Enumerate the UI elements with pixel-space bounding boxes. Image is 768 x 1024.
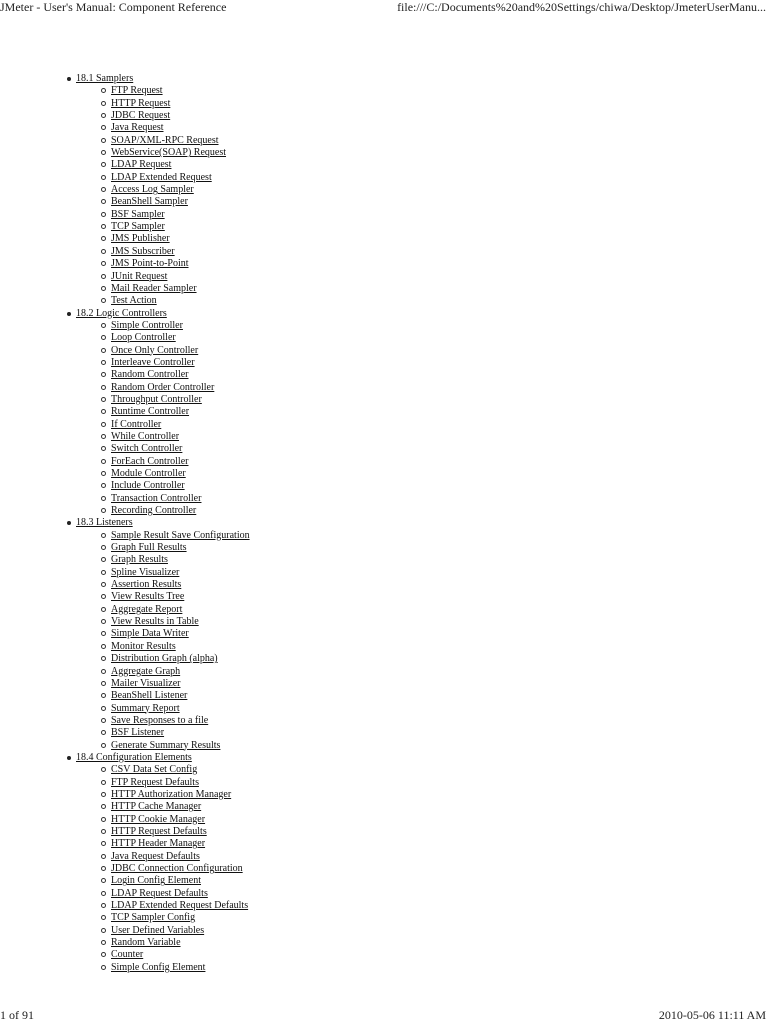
toc-item-link[interactable]: BeanShell Sampler <box>111 196 188 208</box>
toc-item-link[interactable]: Login Config Element <box>111 875 201 887</box>
toc-item-link[interactable]: Transaction Controller <box>111 492 202 504</box>
toc-item <box>100 110 250 122</box>
toc-item <box>100 98 250 110</box>
toc-item <box>100 554 250 566</box>
page-number: 1 of 91 <box>0 1008 34 1022</box>
toc-item <box>100 591 250 603</box>
toc-item-link[interactable]: JMS Point-to-Point <box>111 258 189 270</box>
toc-item-link[interactable]: CSV Data Set Config <box>111 764 198 776</box>
toc-item <box>100 431 250 443</box>
toc-item-link[interactable]: FTP Request Defaults <box>111 776 199 788</box>
toc-item-link[interactable]: Counter <box>111 949 144 961</box>
toc-item <box>100 814 250 826</box>
toc-section <box>66 752 250 974</box>
toc-section <box>66 73 250 308</box>
toc-item <box>100 369 250 381</box>
toc-item-link[interactable]: Assertion Results <box>111 579 182 591</box>
toc-item <box>100 875 250 887</box>
toc-item <box>100 727 250 739</box>
toc-item <box>100 283 250 295</box>
toc-item <box>100 628 250 640</box>
toc-item-link[interactable]: Graph Results <box>111 554 168 566</box>
toc-item <box>100 789 250 801</box>
toc-item <box>100 801 250 813</box>
toc-item-link[interactable]: HTTP Cookie Manager <box>111 813 206 825</box>
toc-item-link[interactable]: BeanShell Listener <box>111 690 188 702</box>
toc-item <box>100 406 250 418</box>
toc-item <box>100 209 250 221</box>
toc-item <box>100 271 250 283</box>
toc-item <box>100 332 250 344</box>
toc-section-link[interactable]: 18.2 Logic Controllers <box>76 307 167 319</box>
toc-item-link[interactable]: BSF Sampler <box>111 208 165 220</box>
toc-item <box>100 641 250 653</box>
toc-item-link[interactable]: Summary Report <box>111 702 180 714</box>
toc-item <box>100 394 250 406</box>
toc-item <box>100 542 250 554</box>
toc-item-link[interactable]: Simple Data Writer <box>111 628 189 640</box>
toc-item-link[interactable]: Simple Controller <box>111 319 183 331</box>
toc-item-link[interactable]: Switch Controller <box>111 443 183 455</box>
toc-item <box>100 690 250 702</box>
toc-item-link[interactable]: User Defined Variables <box>111 924 205 936</box>
toc-item <box>100 345 250 357</box>
toc-item <box>100 320 250 332</box>
toc-item-link[interactable]: BSF Listener <box>111 727 165 739</box>
toc-item-link[interactable]: SOAP/XML-RPC Request <box>111 134 219 146</box>
toc-item-link[interactable]: Spline Visualizer <box>111 566 180 578</box>
toc-section-link[interactable]: 18.3 Listeners <box>76 517 133 529</box>
toc-item <box>100 246 250 258</box>
toc-item-link[interactable]: Include Controller <box>111 480 185 492</box>
toc-item-link[interactable]: Mailer Visualizer <box>111 677 181 689</box>
toc-item <box>100 382 250 394</box>
toc-item-link[interactable]: LDAP Request Defaults <box>111 887 208 899</box>
toc-item-link[interactable]: Aggregate Report <box>111 603 183 615</box>
toc-item <box>100 122 250 134</box>
toc-item-link[interactable]: LDAP Extended Request Defaults <box>111 900 249 912</box>
table-of-contents <box>66 73 250 974</box>
toc-item <box>100 505 250 517</box>
toc-item <box>100 604 250 616</box>
toc-item-link[interactable]: Loop Controller <box>111 332 176 344</box>
toc-item <box>100 838 250 850</box>
toc-item <box>100 135 250 147</box>
toc-item-link[interactable]: View Results Tree <box>111 591 185 603</box>
toc-item-link[interactable]: ForEach Controller <box>111 455 189 467</box>
toc-item-link[interactable]: Interleave Controller <box>111 356 195 368</box>
toc-item-link[interactable]: Mail Reader Sampler <box>111 282 197 294</box>
toc-item <box>100 937 250 949</box>
toc-item-link[interactable]: Recording Controller <box>111 505 197 517</box>
toc-item-link[interactable]: JMS Publisher <box>111 233 170 245</box>
document-url: file:///C:/Documents%20and%20Settings/chiwa/Desktop/JmeterUserManu... <box>397 0 766 14</box>
toc-item <box>100 900 250 912</box>
toc-item <box>100 456 250 468</box>
toc-item-link[interactable]: Monitor Results <box>111 640 176 652</box>
toc-item <box>100 678 250 690</box>
toc-item-link[interactable]: Generate Summary Results <box>111 739 221 751</box>
toc-item <box>100 925 250 937</box>
toc-item-link[interactable]: Random Order Controller <box>111 381 215 393</box>
toc-item <box>100 826 250 838</box>
toc-sublist <box>76 320 250 518</box>
toc-item-link[interactable]: HTTP Request <box>111 97 171 109</box>
toc-item <box>100 962 250 974</box>
toc-item <box>100 147 250 159</box>
toc-item-link[interactable]: JMS Subscriber <box>111 245 175 257</box>
toc-item-link[interactable]: TCP Sampler <box>111 221 165 233</box>
toc-item-link[interactable]: Java Request <box>111 122 164 134</box>
toc-item <box>100 85 250 97</box>
toc-item-link[interactable]: Random Variable <box>111 937 181 949</box>
toc-item <box>100 653 250 665</box>
toc-item <box>100 443 250 455</box>
toc-item <box>100 579 250 591</box>
toc-item-link[interactable]: LDAP Extended Request <box>111 171 212 183</box>
toc-item-link[interactable]: While Controller <box>111 430 180 442</box>
toc-item-link[interactable]: Save Responses to a file <box>111 714 209 726</box>
toc-item-link[interactable]: Random Controller <box>111 369 189 381</box>
print-footer <box>0 1008 768 1022</box>
toc-item <box>100 715 250 727</box>
toc-item <box>100 666 250 678</box>
print-header <box>0 0 768 14</box>
toc-item-link[interactable]: If Controller <box>111 418 162 430</box>
toc-item-link[interactable]: Graph Full Results <box>111 542 187 554</box>
toc-item <box>100 740 250 752</box>
toc-item <box>100 468 250 480</box>
toc-item <box>100 172 250 184</box>
toc-item-link[interactable]: FTP Request <box>111 85 163 97</box>
toc-item-link[interactable]: LDAP Request <box>111 159 172 171</box>
toc-item-link[interactable]: HTTP Header Manager <box>111 838 206 850</box>
toc-item-link[interactable]: Sample Result Save Configuration <box>111 529 250 541</box>
toc-item <box>100 258 250 270</box>
toc-item <box>100 419 250 431</box>
toc-item-link[interactable]: Aggregate Graph <box>111 665 181 677</box>
toc-item-link[interactable]: JDBC Connection Configuration <box>111 863 243 874</box>
toc-item-link[interactable]: Test Action <box>111 295 157 307</box>
toc-item-link[interactable]: WebService(SOAP) Request <box>111 147 227 159</box>
toc-item <box>100 184 250 196</box>
toc-section <box>66 517 250 752</box>
toc-item <box>100 196 250 208</box>
toc-item <box>100 159 250 171</box>
toc-item <box>100 357 250 369</box>
toc-item-link[interactable]: Once Only Controller <box>111 344 199 356</box>
toc-item-link[interactable]: JUnit Request <box>111 270 168 282</box>
toc-item <box>100 295 250 307</box>
toc-item-link[interactable]: Simple Config Element <box>111 961 206 973</box>
toc-item <box>100 233 250 245</box>
toc-item <box>100 949 250 961</box>
toc-item-link[interactable]: TCP Sampler Config <box>111 912 196 924</box>
toc-item <box>100 616 250 628</box>
toc-sublist <box>76 85 250 307</box>
toc-section-link[interactable]: 18.1 Samplers <box>76 73 134 84</box>
toc-item <box>100 777 250 789</box>
toc-item <box>100 567 250 579</box>
toc-item-link[interactable]: Access Log Sampler <box>111 184 194 196</box>
toc-item-link[interactable]: Module Controller <box>111 468 186 479</box>
toc-item-link[interactable]: HTTP Authorization Manager <box>111 788 232 800</box>
toc-sublist <box>76 530 250 752</box>
document-title: JMeter - User's Manual: Component Reference <box>0 0 227 14</box>
toc-item-link[interactable]: Distribution Graph (alpha) <box>111 653 218 665</box>
toc-section <box>66 308 250 518</box>
toc-item-link[interactable]: Throughput Controller <box>111 393 202 405</box>
toc-item-link[interactable]: View Results in Table <box>111 616 199 628</box>
toc-item <box>100 888 250 900</box>
toc-item <box>100 863 250 875</box>
toc-item <box>100 851 250 863</box>
toc-item <box>100 480 250 492</box>
toc-item-link[interactable]: JDBC Request <box>111 110 171 122</box>
toc-item <box>100 912 250 924</box>
toc-section-link[interactable]: 18.4 Configuration Elements <box>76 751 192 763</box>
toc-item <box>100 703 250 715</box>
toc-item <box>100 493 250 505</box>
toc-item-link[interactable]: Runtime Controller <box>111 406 190 418</box>
toc-item <box>100 530 250 542</box>
toc-item <box>100 221 250 233</box>
toc-item-link[interactable]: HTTP Request Defaults <box>111 825 207 837</box>
toc-item <box>100 764 250 776</box>
toc-sublist <box>76 764 250 974</box>
toc-item-link[interactable]: HTTP Cache Manager <box>111 801 202 813</box>
print-datetime: 2010-05-06 11:11 AM <box>658 1008 766 1022</box>
toc-item-link[interactable]: Java Request Defaults <box>111 850 200 862</box>
